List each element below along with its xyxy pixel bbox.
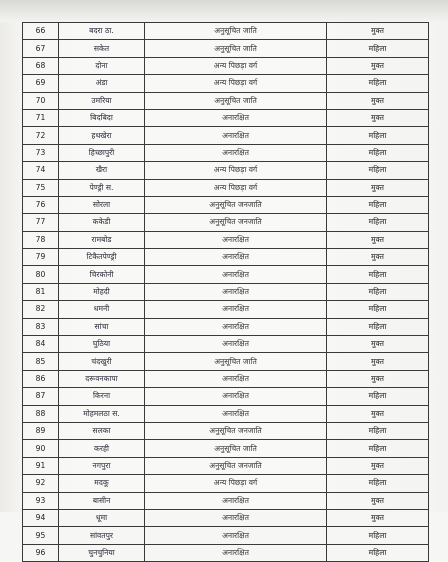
village-name-cell: दरूवनकापा — [59, 370, 145, 387]
table-row — [23, 509, 429, 526]
reservation-cell: महिला — [327, 283, 429, 300]
village-name-cell: चिरकोनी — [59, 266, 145, 283]
table-row — [23, 422, 429, 439]
table-row — [23, 249, 429, 266]
reservation-cell: महिला — [327, 475, 429, 492]
category-cell: अनारक्षित — [145, 388, 327, 405]
reservation-cell: महिला — [327, 527, 429, 544]
table-row — [23, 527, 429, 544]
category-cell: अनारक्षित — [145, 544, 327, 561]
table-row — [23, 75, 429, 92]
reservation-cell: महिला — [327, 40, 429, 57]
serial-number-cell: 84 — [23, 336, 59, 353]
serial-number-cell: 87 — [23, 388, 59, 405]
category-cell: अन्य पिछड़ा वर्ग — [145, 75, 327, 92]
category-cell: अनारक्षित — [145, 231, 327, 248]
reservation-cell: महिला — [327, 144, 429, 161]
table-row — [23, 492, 429, 509]
village-name-cell: मोहदी — [59, 283, 145, 300]
table-row — [23, 266, 429, 283]
category-cell: अनारक्षित — [145, 509, 327, 526]
table-row — [23, 544, 429, 561]
serial-number-cell: 66 — [23, 23, 59, 40]
table-row — [23, 405, 429, 422]
village-name-cell: चंदखुरी — [59, 353, 145, 370]
table-row — [23, 196, 429, 213]
serial-number-cell: 67 — [23, 40, 59, 57]
serial-number-cell: 89 — [23, 422, 59, 439]
reservation-cell: महिला — [327, 266, 429, 283]
category-cell: अनुसूचित जाति — [145, 92, 327, 109]
reservation-cell: महिला — [327, 301, 429, 318]
serial-number-cell: 69 — [23, 75, 59, 92]
reservation-cell: महिला — [327, 388, 429, 405]
village-name-cell: मदकू — [59, 475, 145, 492]
category-cell: अनुसूचित जाति — [145, 40, 327, 57]
category-cell: अनारक्षित — [145, 527, 327, 544]
category-cell: अन्य पिछड़ा वर्ग — [145, 162, 327, 179]
table-row — [23, 440, 429, 457]
serial-number-cell: 76 — [23, 196, 59, 213]
table-row — [23, 301, 429, 318]
table-row — [23, 353, 429, 370]
reservation-cell: महिला — [327, 214, 429, 231]
serial-number-cell: 86 — [23, 370, 59, 387]
village-name-cell: पेण्ड्री स. — [59, 179, 145, 196]
reservation-cell: मुक्त — [327, 405, 429, 422]
reservation-cell: महिला — [327, 127, 429, 144]
serial-number-cell: 81 — [23, 283, 59, 300]
table-row — [23, 144, 429, 161]
serial-number-cell: 93 — [23, 492, 59, 509]
village-name-cell: मोहमलठा स. — [59, 405, 145, 422]
reservation-cell: मुक्त — [327, 457, 429, 474]
serial-number-cell: 96 — [23, 544, 59, 561]
table-row — [23, 109, 429, 126]
serial-number-cell: 91 — [23, 457, 59, 474]
reservation-cell: मुक्त — [327, 492, 429, 509]
reservation-cell: मुक्त — [327, 231, 429, 248]
reservation-cell: मुक्त — [327, 370, 429, 387]
village-name-cell: धमनी — [59, 301, 145, 318]
village-name-cell: किरना — [59, 388, 145, 405]
category-cell: अनुसूचित जाति — [145, 440, 327, 457]
category-cell: अनारक्षित — [145, 405, 327, 422]
reservation-cell: मुक्त — [327, 179, 429, 196]
table-row — [23, 92, 429, 109]
table-row — [23, 283, 429, 300]
serial-number-cell: 70 — [23, 92, 59, 109]
serial-number-cell: 74 — [23, 162, 59, 179]
category-cell: अनारक्षित — [145, 336, 327, 353]
category-cell: अनुसूचित जनजाति — [145, 196, 327, 213]
table-row — [23, 370, 429, 387]
reservation-cell: महिला — [327, 318, 429, 335]
serial-number-cell: 82 — [23, 301, 59, 318]
category-cell: अनुसूचित जनजाति — [145, 457, 327, 474]
reservation-cell: मुक्त — [327, 336, 429, 353]
table-row — [23, 57, 429, 74]
village-name-cell: हथखेरा — [59, 127, 145, 144]
village-name-cell: उमरिया — [59, 92, 145, 109]
table-row — [23, 179, 429, 196]
village-name-cell: खैरा — [59, 162, 145, 179]
category-cell: अनारक्षित — [145, 127, 327, 144]
table-row — [23, 457, 429, 474]
serial-number-cell: 68 — [23, 57, 59, 74]
table-row — [23, 23, 429, 40]
category-cell: अनारक्षित — [145, 283, 327, 300]
serial-number-cell: 72 — [23, 127, 59, 144]
reservation-table-body — [23, 23, 429, 562]
serial-number-cell: 75 — [23, 179, 59, 196]
village-name-cell: अंडा — [59, 75, 145, 92]
village-name-cell: बदरा ठा. — [59, 23, 145, 40]
category-cell: अनुसूचित जनजाति — [145, 422, 327, 439]
serial-number-cell: 73 — [23, 144, 59, 161]
village-name-cell: सकेत — [59, 40, 145, 57]
village-name-cell: दोना — [59, 57, 145, 74]
reservation-cell: महिला — [327, 440, 429, 457]
reservation-cell: महिला — [327, 162, 429, 179]
category-cell: अनारक्षित — [145, 318, 327, 335]
category-cell: अनारक्षित — [145, 266, 327, 283]
village-name-cell: करही — [59, 440, 145, 457]
reservation-cell: महिला — [327, 422, 429, 439]
serial-number-cell: 77 — [23, 214, 59, 231]
serial-number-cell: 83 — [23, 318, 59, 335]
category-cell: अनारक्षित — [145, 109, 327, 126]
village-name-cell: ककेडी — [59, 214, 145, 231]
reservation-cell: मुक्त — [327, 353, 429, 370]
village-name-cell: घुठिया — [59, 336, 145, 353]
village-name-cell: चुनचुनिया — [59, 544, 145, 561]
category-cell: अन्य पिछड़ा वर्ग — [145, 179, 327, 196]
serial-number-cell: 92 — [23, 475, 59, 492]
reservation-cell: महिला — [327, 75, 429, 92]
village-name-cell: बासीन — [59, 492, 145, 509]
village-name-cell: बिदबिदा — [59, 109, 145, 126]
serial-number-cell: 85 — [23, 353, 59, 370]
category-cell: अनारक्षित — [145, 370, 327, 387]
category-cell: अन्य पिछड़ा वर्ग — [145, 475, 327, 492]
category-cell: अनारक्षित — [145, 301, 327, 318]
reservation-cell: मुक्त — [327, 249, 429, 266]
serial-number-cell: 71 — [23, 109, 59, 126]
table-row — [23, 40, 429, 57]
reservation-cell: मुक्त — [327, 57, 429, 74]
category-cell: अनारक्षित — [145, 249, 327, 266]
reservation-cell: मुक्त — [327, 23, 429, 40]
table-row — [23, 231, 429, 248]
village-name-cell: हिच्छापुरी — [59, 144, 145, 161]
village-name-cell: सांवतपुर — [59, 527, 145, 544]
page-top-shadow — [0, 0, 448, 22]
serial-number-cell: 78 — [23, 231, 59, 248]
village-name-cell: टिकैतपेण्ड्री — [59, 249, 145, 266]
category-cell: अन्य पिछड़ा वर्ग — [145, 57, 327, 74]
table-row — [23, 336, 429, 353]
reservation-cell: महिला — [327, 196, 429, 213]
reservation-cell: मुक्त — [327, 509, 429, 526]
serial-number-cell: 94 — [23, 509, 59, 526]
reservation-cell: महिला — [327, 544, 429, 561]
serial-number-cell: 90 — [23, 440, 59, 457]
reservation-cell: मुक्त — [327, 109, 429, 126]
village-name-cell: नगपुरा — [59, 457, 145, 474]
table-row — [23, 214, 429, 231]
category-cell: अनारक्षित — [145, 492, 327, 509]
village-name-cell: धूमा — [59, 509, 145, 526]
category-cell: अनारक्षित — [145, 144, 327, 161]
table-row — [23, 127, 429, 144]
table-row — [23, 475, 429, 492]
reservation-table — [22, 22, 429, 562]
reservation-cell: मुक्त — [327, 92, 429, 109]
village-name-cell: सांचा — [59, 318, 145, 335]
category-cell: अनुसूचित जाति — [145, 353, 327, 370]
village-name-cell: रामबोड — [59, 231, 145, 248]
village-name-cell: सलका — [59, 422, 145, 439]
serial-number-cell: 79 — [23, 249, 59, 266]
serial-number-cell: 95 — [23, 527, 59, 544]
village-name-cell: सोरला — [59, 196, 145, 213]
table-row — [23, 388, 429, 405]
table-row — [23, 162, 429, 179]
serial-number-cell: 80 — [23, 266, 59, 283]
serial-number-cell: 88 — [23, 405, 59, 422]
category-cell: अनुसूचित जाति — [145, 23, 327, 40]
category-cell: अनुसूचित जनजाति — [145, 214, 327, 231]
table-row — [23, 318, 429, 335]
